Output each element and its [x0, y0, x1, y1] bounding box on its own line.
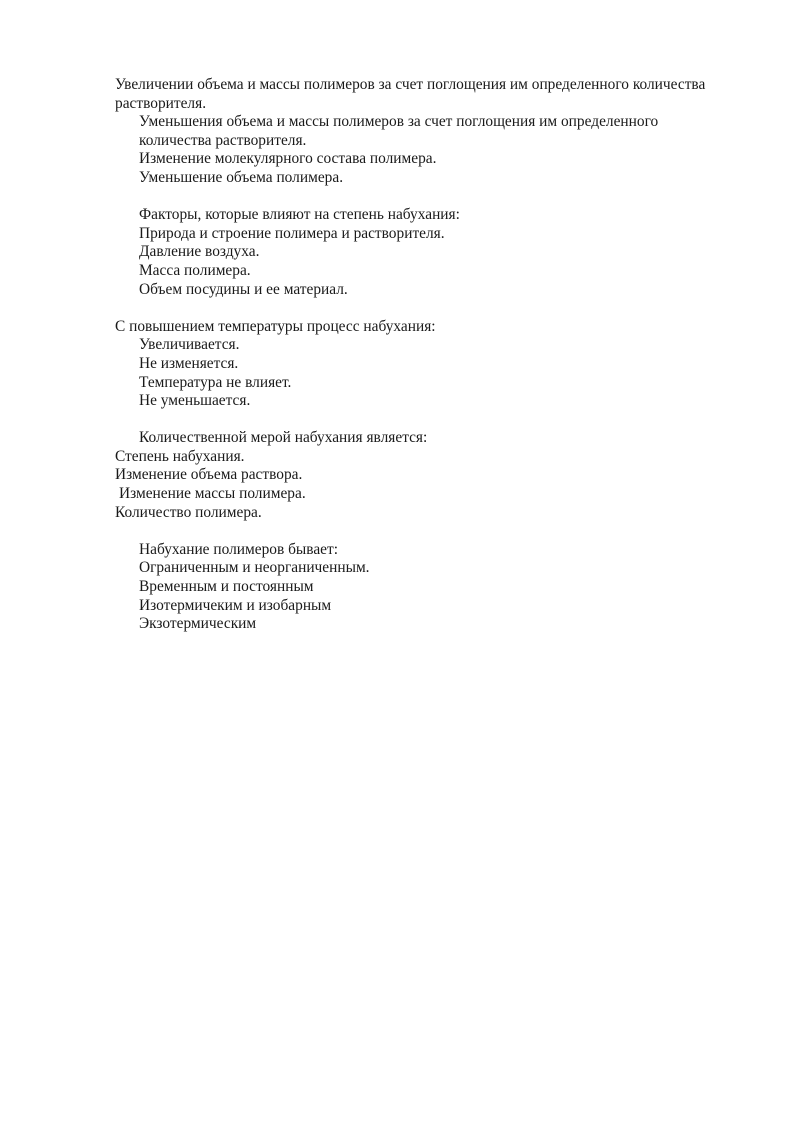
answer-option: Уменьшения объема и массы полимеров за счет поглощения им определенного количества растворителя. [139, 113, 659, 149]
answer-option: Уменьшение объема полимера. [139, 168, 344, 186]
answer-option: Не уменьшается. [139, 392, 251, 410]
answer-option: Давление воздуха. [139, 243, 260, 261]
question-text: Количественной мерой набухания является: [139, 429, 428, 447]
answer-option: Объем посудины и ее материал. [139, 280, 348, 298]
answer-option: Ограниченным и неорганиченным. [139, 559, 370, 577]
question-text: Увеличении объема и массы полимеров за счет поглощения им определенного количества растворителя. [115, 76, 706, 112]
answer-option: Не изменяется. [139, 354, 239, 372]
question-text: Набухание полимеров бывает: [139, 540, 338, 558]
answer-option: Масса полимера. [139, 261, 251, 279]
paragraph-gap [115, 188, 745, 207]
answer-option: Экзотермическим [139, 615, 257, 633]
answer-option: Температура не влияет. [139, 373, 292, 391]
question-text: Факторы, которые влияют на степень набухания: [139, 206, 460, 224]
answer-option: Изменение молекулярного состава полимера. [139, 150, 437, 168]
paragraph-gap [115, 522, 745, 541]
document-body [115, 76, 745, 634]
answer-option: Количество полимера. [115, 503, 262, 521]
answer-option: Изотермичеким и изобарным [139, 596, 332, 614]
answer-option: Увеличивается. [139, 336, 240, 354]
answer-option: Изменение объема раствора. [115, 466, 303, 484]
question-text: С повышением температуры процесс набухания: [115, 317, 436, 335]
answer-option: Временным и постоянным [139, 578, 314, 596]
paragraph-gap [115, 411, 745, 430]
answer-option: Природа и строение полимера и растворителя. [139, 224, 445, 242]
answer-option: Изменение массы полимера. [119, 485, 306, 503]
answer-option: Степень набухания. [115, 447, 245, 465]
paragraph-gap [115, 299, 745, 318]
